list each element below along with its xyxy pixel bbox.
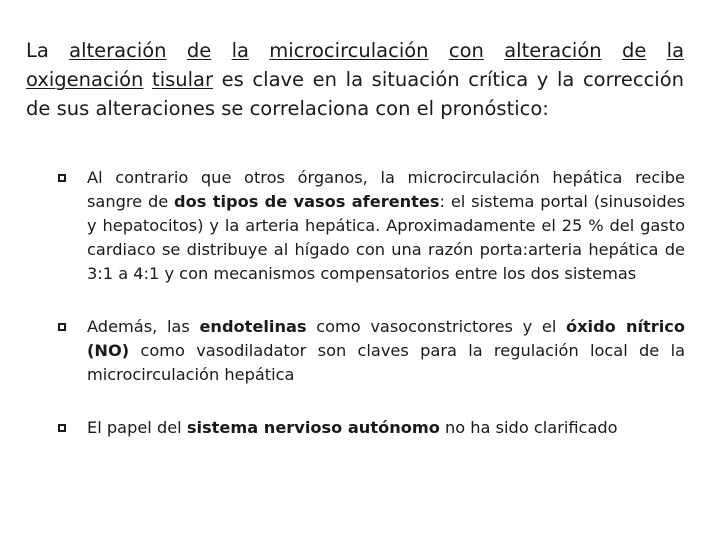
space bbox=[484, 39, 504, 62]
space bbox=[429, 39, 449, 62]
bullet-list bbox=[58, 166, 685, 440]
underlined-word: de bbox=[186, 39, 212, 62]
space bbox=[646, 39, 666, 62]
bold-term: sistema nervioso autónomo bbox=[186, 418, 440, 437]
bullet-text: : el sistema portal (sinusoides y hepatocitos) y la arteria hepática. Aproximadamente el 25 % del gasto cardiaco se distribuye al hígado con una razón porta:arteria hepática de 3:1 a 4:1 y con mecanismos compensatorios entre los dos sistemas bbox=[87, 192, 685, 283]
square-bullet-icon bbox=[58, 174, 66, 182]
bullet-item-liver-blood-supply bbox=[58, 166, 685, 286]
intro-text: La bbox=[26, 39, 70, 62]
underlined-word: oxigenación bbox=[26, 68, 144, 91]
bold-term: endotelinas bbox=[199, 317, 307, 336]
underlined-word: alteración bbox=[69, 39, 167, 62]
bold-term: óxido nítrico (NO) bbox=[87, 317, 686, 360]
underlined-word: microcirculación bbox=[269, 39, 429, 62]
space bbox=[249, 39, 269, 62]
bullet-text: Al contrario que otros órganos, la microcirculación hepática recibe sangre de bbox=[87, 168, 685, 211]
bullet-text: no ha sido clarificado bbox=[439, 418, 618, 437]
underlined-word: de bbox=[621, 39, 647, 62]
underlined-word: con bbox=[448, 39, 484, 62]
bold-term: dos tipos de vasos aferentes bbox=[174, 192, 440, 211]
underlined-word: la bbox=[666, 39, 685, 62]
underlined-word: alteración bbox=[504, 39, 602, 62]
space bbox=[167, 39, 187, 62]
space bbox=[602, 39, 622, 62]
underlined-word: tisular bbox=[152, 68, 214, 91]
square-bullet-icon bbox=[58, 424, 66, 432]
bullet-item-nervous-system bbox=[58, 416, 685, 440]
bullet-text: como vasoconstrictores y el bbox=[306, 317, 566, 336]
square-bullet-icon bbox=[58, 323, 66, 331]
intro-text: es clave en la situación crítica y la corrección de sus alteraciones se correlaciona con el pronóstico: bbox=[26, 68, 685, 120]
bullet-text: Además, las bbox=[87, 317, 200, 336]
bullet-text: El papel del bbox=[87, 418, 187, 437]
space bbox=[211, 39, 231, 62]
space bbox=[143, 68, 152, 91]
bullet-item-endothelins bbox=[58, 315, 685, 387]
intro-paragraph bbox=[26, 36, 684, 123]
underlined-word: la bbox=[231, 39, 249, 62]
bullet-text: como vasodiladator son claves para la regulación local de la microcirculación hepática bbox=[87, 341, 685, 384]
